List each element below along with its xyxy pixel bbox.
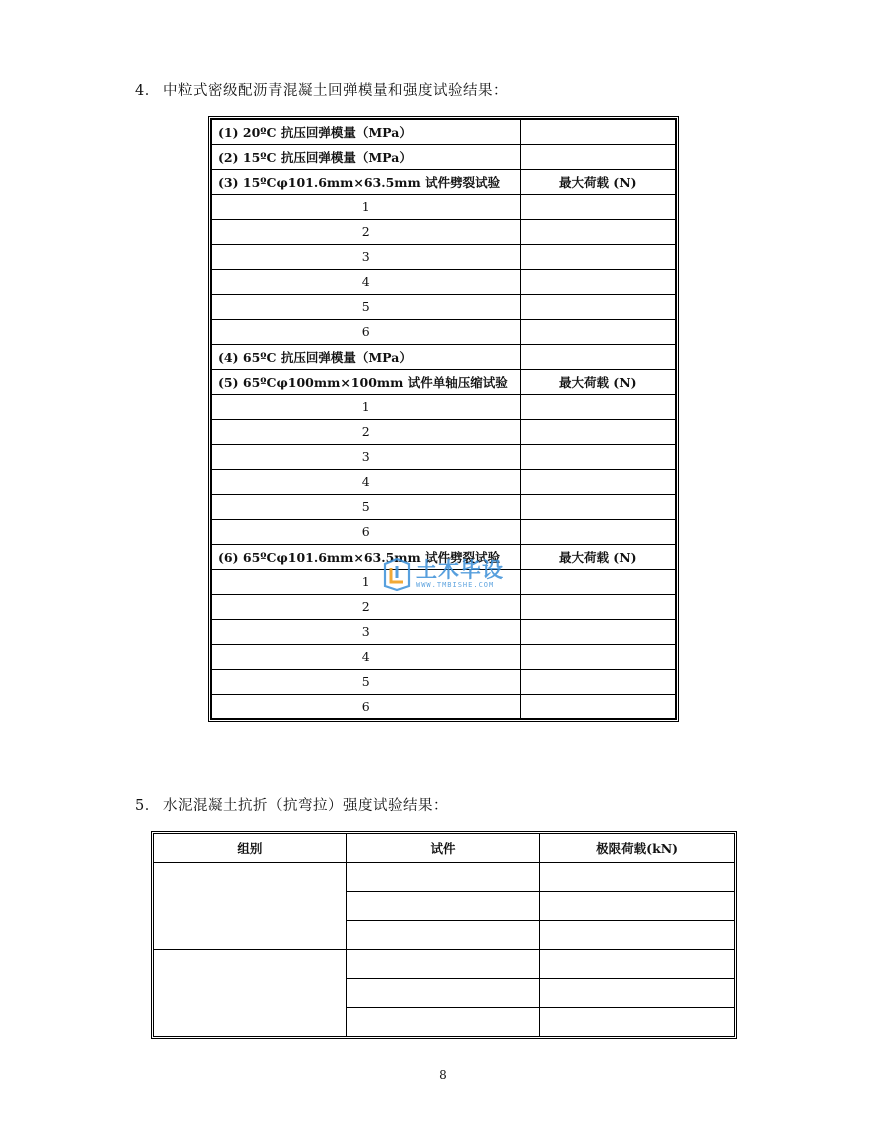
specimen-number-cell: 3 <box>211 444 520 469</box>
ultimate-load-cell[interactable] <box>540 921 735 950</box>
specimen-number-cell: 1 <box>211 569 520 594</box>
section-4-heading <box>135 79 508 100</box>
specimen-cell[interactable] <box>346 1008 540 1037</box>
result-value-cell[interactable] <box>520 394 676 419</box>
concrete-flexural-table <box>153 833 735 1037</box>
ultimate-load-cell[interactable] <box>540 950 735 979</box>
specimen-number-cell: 4 <box>211 469 520 494</box>
specimen-cell[interactable] <box>346 979 540 1008</box>
specimen-number-cell: 6 <box>211 519 520 544</box>
specimen-number-cell: 5 <box>211 669 520 694</box>
table-row <box>211 244 676 269</box>
specimen-number-cell: 4 <box>211 644 520 669</box>
result-value-cell[interactable] <box>520 119 676 144</box>
table-row <box>211 169 676 194</box>
test-item-label: (5) 65ºCφ100mm×100mm 试件单轴压缩试验 <box>211 369 520 394</box>
section-5-number: 5． <box>135 798 160 814</box>
specimen-cell[interactable] <box>346 921 540 950</box>
result-value-cell[interactable] <box>520 344 676 369</box>
result-value-cell[interactable] <box>520 194 676 219</box>
table-row <box>211 544 676 569</box>
test-item-label: (6) 65ºCφ101.6mm×63.5mm 试件劈裂试验 <box>211 544 520 569</box>
table-row <box>211 194 676 219</box>
result-value-cell[interactable] <box>520 644 676 669</box>
result-value-cell[interactable] <box>520 569 676 594</box>
table-row <box>211 344 676 369</box>
result-value-cell[interactable] <box>520 669 676 694</box>
table-row <box>211 419 676 444</box>
result-value-cell[interactable] <box>520 594 676 619</box>
specimen-number-cell: 1 <box>211 394 520 419</box>
test-item-label: (2) 15ºC 抗压回弹模量（MPa） <box>211 144 520 169</box>
specimen-number-cell: 3 <box>211 619 520 644</box>
table-header-row <box>154 834 735 863</box>
table-row <box>211 519 676 544</box>
table-row <box>211 594 676 619</box>
specimen-number-cell: 5 <box>211 294 520 319</box>
table-row <box>211 469 676 494</box>
section-4-title: 中粒式密级配沥青混凝土回弹模量和强度试验结果： <box>163 83 508 99</box>
column-header-group: 组别 <box>154 834 347 863</box>
group-cell[interactable] <box>154 950 347 1037</box>
specimen-number-cell: 4 <box>211 269 520 294</box>
specimen-cell[interactable] <box>346 892 540 921</box>
ultimate-load-cell[interactable] <box>540 863 735 892</box>
table-row <box>211 394 676 419</box>
test-item-label: (4) 65ºC 抗压回弹模量（MPa） <box>211 344 520 369</box>
table-row <box>211 644 676 669</box>
table-row <box>211 694 676 719</box>
specimen-number-cell: 2 <box>211 419 520 444</box>
watermark-subtext: WWW.TMBISHE.COM <box>416 581 495 589</box>
max-load-header: 最大荷载 (N) <box>520 544 676 569</box>
result-value-cell[interactable] <box>520 419 676 444</box>
column-header-ultimate-load: 极限荷载(kN) <box>540 834 735 863</box>
max-load-header: 最大荷载 (N) <box>520 369 676 394</box>
specimen-number-cell: 3 <box>211 244 520 269</box>
test-item-label: (3) 15ºCφ101.6mm×63.5mm 试件劈裂试验 <box>211 169 520 194</box>
specimen-cell[interactable] <box>346 863 540 892</box>
table-row <box>211 119 676 144</box>
ultimate-load-cell[interactable] <box>540 1008 735 1037</box>
result-value-cell[interactable] <box>520 519 676 544</box>
page-number: 8 <box>439 1068 447 1082</box>
table-row <box>211 619 676 644</box>
table-row <box>211 319 676 344</box>
watermark-text: 土木毕设 <box>416 558 504 582</box>
table-row <box>211 219 676 244</box>
table-row <box>154 950 735 979</box>
max-load-header: 最大荷载 (N) <box>520 169 676 194</box>
table-row <box>154 863 735 892</box>
specimen-number-cell: 5 <box>211 494 520 519</box>
result-value-cell[interactable] <box>520 469 676 494</box>
section-5-title: 水泥混凝土抗折（抗弯拉）强度试验结果： <box>163 798 448 814</box>
table-row <box>211 269 676 294</box>
column-header-specimen: 试件 <box>346 834 540 863</box>
section-4-number: 4． <box>135 83 160 99</box>
section-5-heading <box>135 794 448 815</box>
specimen-number-cell: 2 <box>211 594 520 619</box>
table-row <box>211 294 676 319</box>
result-value-cell[interactable] <box>520 269 676 294</box>
result-value-cell[interactable] <box>520 144 676 169</box>
asphalt-test-table <box>210 118 677 720</box>
test-item-label: (1) 20ºC 抗压回弹模量（MPa） <box>211 119 520 144</box>
table-row <box>211 144 676 169</box>
table-row <box>211 569 676 594</box>
result-value-cell[interactable] <box>520 219 676 244</box>
specimen-number-cell: 6 <box>211 694 520 719</box>
result-value-cell[interactable] <box>520 319 676 344</box>
ultimate-load-cell[interactable] <box>540 892 735 921</box>
table-row <box>211 669 676 694</box>
table-row <box>211 494 676 519</box>
result-value-cell[interactable] <box>520 494 676 519</box>
result-value-cell[interactable] <box>520 619 676 644</box>
result-value-cell[interactable] <box>520 294 676 319</box>
table-row <box>211 444 676 469</box>
table-row <box>211 369 676 394</box>
result-value-cell[interactable] <box>520 694 676 719</box>
result-value-cell[interactable] <box>520 444 676 469</box>
result-value-cell[interactable] <box>520 244 676 269</box>
specimen-cell[interactable] <box>346 950 540 979</box>
group-cell[interactable] <box>154 863 347 950</box>
ultimate-load-cell[interactable] <box>540 979 735 1008</box>
specimen-number-cell: 1 <box>211 194 520 219</box>
specimen-number-cell: 6 <box>211 319 520 344</box>
specimen-number-cell: 2 <box>211 219 520 244</box>
